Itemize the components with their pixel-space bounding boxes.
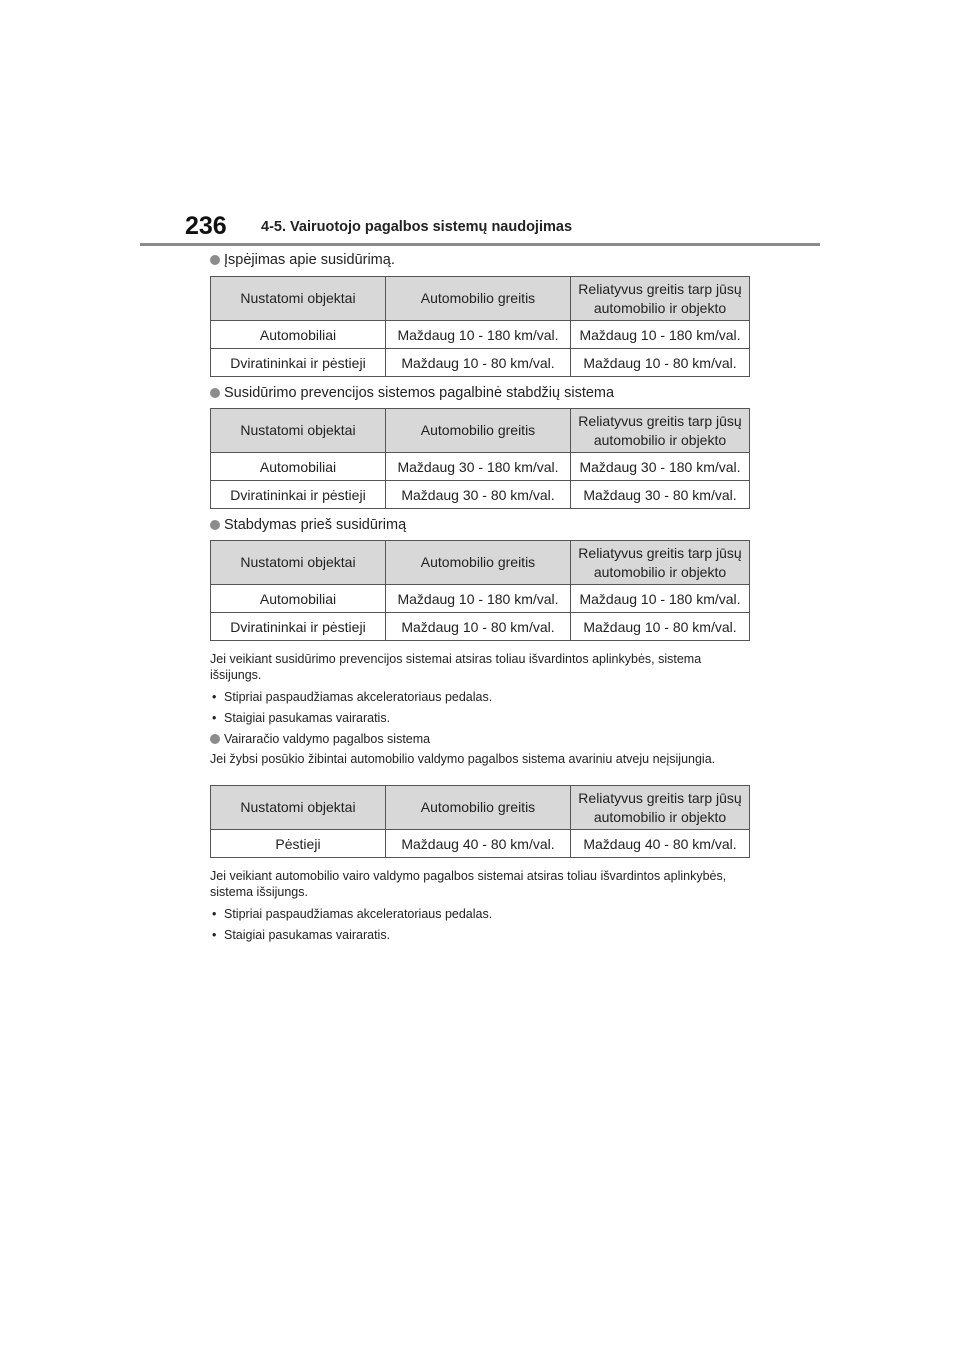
section-heading-text: Stabdymas prieš susidūrimą <box>224 517 407 533</box>
bullet-icon: • <box>212 928 217 942</box>
table-row <box>211 453 750 481</box>
table-header-row <box>211 541 750 585</box>
table-cell: Automobiliai <box>211 585 386 613</box>
table-row <box>211 613 750 641</box>
steering-intro: Jei žybsi posūkio žibintai automobilio valdymo pagalbos sistema avariniu atveju neįsijungia. <box>210 752 716 766</box>
list-item-text: Staigiai pasukamas vairaratis. <box>224 711 391 725</box>
table-cell: Maždaug 30 - 80 km/val. <box>386 481 571 509</box>
section-heading-text: Vairaračio valdymo pagalbos sistema <box>224 732 431 746</box>
page-content <box>210 252 755 942</box>
table-row <box>211 321 750 349</box>
header-cell-objects: Nustatomi objektai <box>211 541 386 585</box>
table-cell: Maždaug 30 - 180 km/val. <box>571 453 750 481</box>
table-row <box>211 830 750 858</box>
bullet-dot-icon <box>210 255 220 265</box>
section-title: 4-5. Vairuotojo pagalbos sistemų naudojimas <box>261 219 573 235</box>
table-cell: Maždaug 30 - 180 km/val. <box>386 453 571 481</box>
header-cell-relative-speed: Reliatyvus greitis tarp jūsų automobilio ir objekto <box>571 277 750 321</box>
list-item-text: Stipriai paspaudžiamas akceleratoriaus pedalas. <box>224 907 493 921</box>
page-number: 236 <box>185 212 227 240</box>
table-row <box>211 585 750 613</box>
section-heading-brake-assist <box>210 385 755 401</box>
header-cell-objects: Nustatomi objektai <box>211 786 386 830</box>
table-cell: Dviratininkai ir pėstieji <box>211 481 386 509</box>
table-cell: Maždaug 10 - 180 km/val. <box>571 585 750 613</box>
list-item-text: Staigiai pasukamas vairaratis. <box>224 928 391 942</box>
table-cell: Maždaug 10 - 80 km/val. <box>386 613 571 641</box>
spec-table-pre-collision-braking <box>210 540 750 641</box>
section-heading-steering <box>210 732 755 746</box>
header-cell-speed: Automobilio greitis <box>386 786 571 830</box>
header-cell-speed: Automobilio greitis <box>386 541 571 585</box>
bullet-dot-icon <box>210 520 220 530</box>
note-steering-off: Jei veikiant automobilio vairo valdymo pagalbos sistemai atsiras toliau išvardintos aplinkybės, sistema išsijungs. <box>210 869 727 899</box>
note-system-off: Jei veikiant susidūrimo prevencijos sistemai atsiras toliau išvardintos aplinkybės, sistema išsijungs. <box>210 652 702 682</box>
list-item-text: Stipriai paspaudžiamas akceleratoriaus pedalas. <box>224 690 493 704</box>
header-cell-speed: Automobilio greitis <box>386 277 571 321</box>
list-item <box>210 928 755 942</box>
table-cell: Maždaug 40 - 80 km/val. <box>571 830 750 858</box>
section-heading-pre-collision-braking <box>210 517 755 533</box>
table-header-row <box>211 277 750 321</box>
list-item <box>210 907 755 921</box>
spec-table-warning <box>210 276 750 377</box>
header-cell-objects: Nustatomi objektai <box>211 409 386 453</box>
table-header-row <box>211 409 750 453</box>
section-heading-text: Įspėjimas apie susidūrimą. <box>224 252 395 268</box>
header-cell-relative-speed: Reliatyvus greitis tarp jūsų automobilio ir objekto <box>571 541 750 585</box>
header-cell-relative-speed: Reliatyvus greitis tarp jūsų automobilio ir objekto <box>571 409 750 453</box>
header-cell-objects: Nustatomi objektai <box>211 277 386 321</box>
bullet-dot-icon <box>210 388 220 398</box>
spec-table-brake-assist <box>210 408 750 509</box>
bullet-icon: • <box>212 907 217 921</box>
table-row <box>211 349 750 377</box>
table-cell: Maždaug 10 - 80 km/val. <box>386 349 571 377</box>
table-cell: Dviratininkai ir pėstieji <box>211 613 386 641</box>
table-cell: Maždaug 10 - 180 km/val. <box>571 321 750 349</box>
table-header-row <box>211 786 750 830</box>
section-heading-text: Susidūrimo prevencijos sistemos pagalbinė stabdžių sistema <box>224 385 615 401</box>
section-heading-warning <box>210 252 755 268</box>
table-cell: Maždaug 10 - 180 km/val. <box>386 585 571 613</box>
spec-table-steering <box>210 785 750 858</box>
page-header <box>185 212 825 246</box>
table-cell: Maždaug 40 - 80 km/val. <box>386 830 571 858</box>
bullet-icon: • <box>212 711 217 725</box>
table-cell: Maždaug 10 - 80 km/val. <box>571 349 750 377</box>
table-row <box>211 481 750 509</box>
header-cell-speed: Automobilio greitis <box>386 409 571 453</box>
list-item <box>210 711 755 725</box>
table-cell: Dviratininkai ir pėstieji <box>211 349 386 377</box>
table-cell: Maždaug 10 - 80 km/val. <box>571 613 750 641</box>
table-cell: Automobiliai <box>211 453 386 481</box>
list-item <box>210 690 755 704</box>
bullet-dot-icon <box>210 734 220 744</box>
header-cell-relative-speed: Reliatyvus greitis tarp jūsų automobilio ir objekto <box>571 786 750 830</box>
bullet-icon: • <box>212 690 217 704</box>
header-divider <box>140 243 820 246</box>
table-cell: Maždaug 10 - 180 km/val. <box>386 321 571 349</box>
table-cell: Maždaug 30 - 80 km/val. <box>571 481 750 509</box>
table-cell: Pėstieji <box>211 830 386 858</box>
table-cell: Automobiliai <box>211 321 386 349</box>
